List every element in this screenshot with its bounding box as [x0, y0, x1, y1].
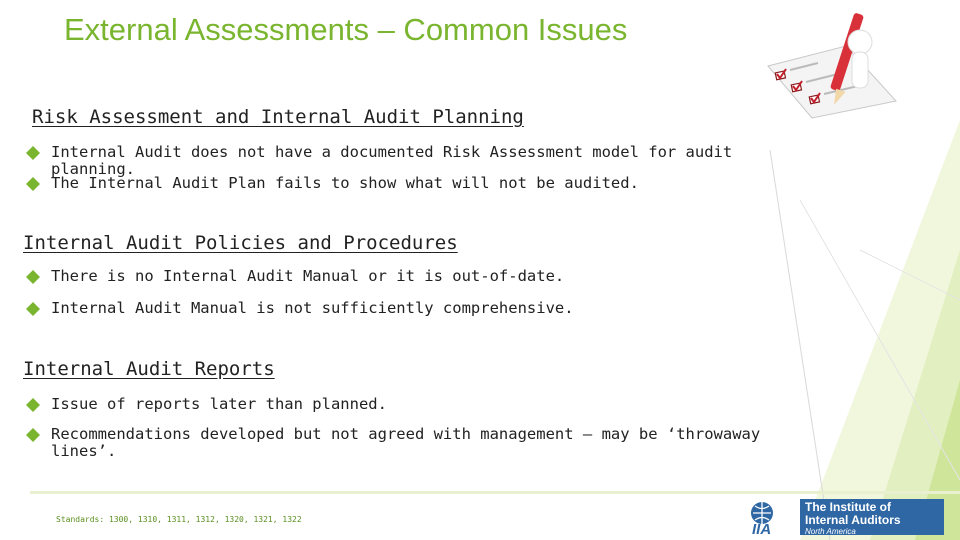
list-item-text: Internal Audit Manual is not sufficiently comprehensive. — [51, 299, 574, 317]
diamond-bullet-icon — [26, 177, 40, 191]
list-item — [26, 300, 791, 317]
logo-name — [800, 499, 944, 535]
logo-mark-text: IIA — [752, 521, 772, 536]
list-item — [26, 426, 791, 460]
globe-logo-icon — [748, 498, 800, 536]
checklist-illustration-icon — [748, 6, 908, 122]
logo-line-2: Internal Auditors — [805, 512, 901, 527]
standards-reference: Standards: 1300, 1310, 1311, 1312, 1320, 1321, 1322 — [56, 515, 302, 524]
diamond-bullet-icon — [26, 398, 40, 412]
list-item — [26, 144, 791, 178]
footer-divider — [30, 491, 960, 494]
diamond-bullet-icon — [26, 146, 40, 160]
section-heading-audit-reports: Internal Audit Reports — [23, 358, 275, 380]
iia-logo — [748, 497, 952, 537]
list-item — [26, 175, 791, 192]
list-item-text: Internal Audit does not have a documented Risk Assessment model for audit planning. — [51, 143, 733, 178]
list-item-text: The Internal Audit Plan fails to show what will not be audited. — [51, 174, 639, 192]
section-heading-risk-assessment: Risk Assessment and Internal Audit Planning — [32, 106, 524, 128]
list-item — [26, 396, 791, 413]
diamond-bullet-icon — [26, 428, 40, 442]
page-title: External Assessments – Common Issues — [64, 12, 628, 47]
logo-line-3: North America — [805, 527, 856, 536]
diamond-bullet-icon — [26, 270, 40, 284]
logo-line-1: The Institute of — [805, 500, 891, 514]
list-item-text: Issue of reports later than planned. — [51, 395, 387, 413]
list-item — [26, 268, 791, 285]
list-item-text: There is no Internal Audit Manual or it is out-of-date. — [51, 267, 565, 285]
list-item-text: Recommendations developed but not agreed with management – may be ‘throwaway lines’. — [51, 425, 761, 460]
diamond-bullet-icon — [26, 302, 40, 316]
section-heading-policies-procedures: Internal Audit Policies and Procedures — [23, 232, 458, 254]
